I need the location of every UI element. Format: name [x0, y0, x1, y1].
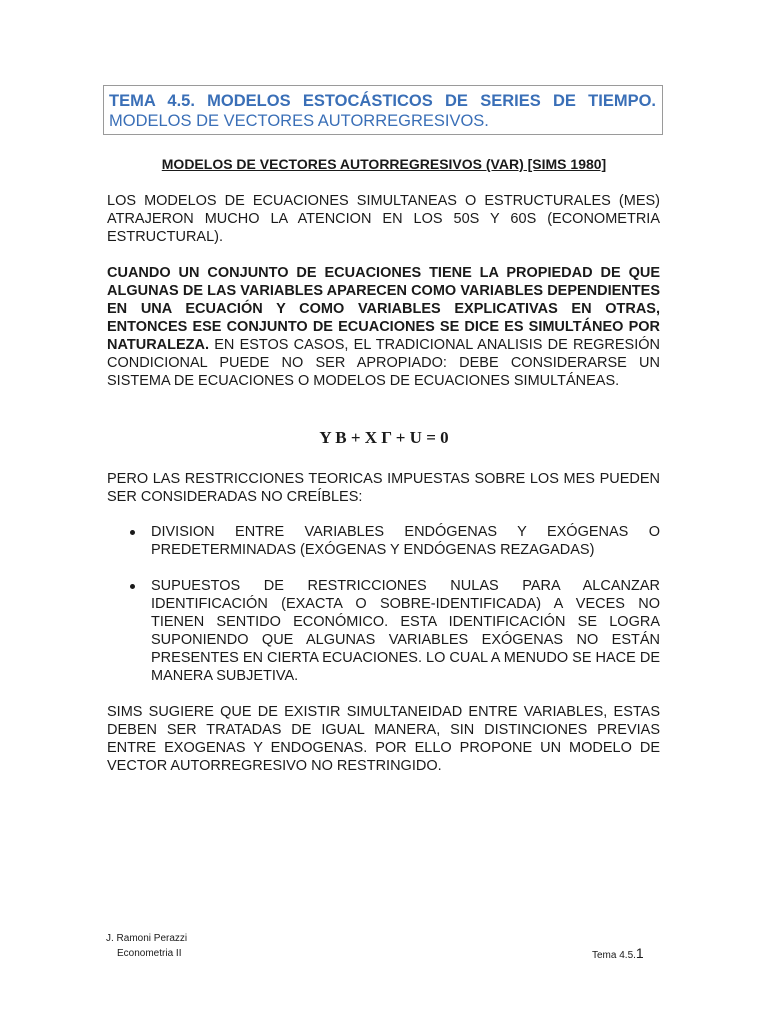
title-main: TEMA 4.5. MODELOS ESTOCÁSTICOS DE SERIES DE TIEMPO.: [109, 92, 656, 110]
paragraph-simultaneous: [107, 264, 660, 390]
bullet-icon: [130, 584, 135, 589]
list-item-text: SUPUESTOS DE RESTRICCIONES NULAS PARA ALCANZAR IDENTIFICACIÓN (EXACTA O SOBRE-IDENTIFICADA) A VECES NO TIENEN SENTIDO ECONÓMICO. ESTA IDENTIFICACIÓN SE LOGRA SUPONIENDO QUE ALGUNAS VARIABLES EXÓGENAS NO ESTÁN PRESENTES EN CIERTA ECUACIONES. LO CUAL A MENUDO SE HACE DE MANERA SUBJETIVA.: [151, 578, 660, 684]
paragraph-simultaneous-normal: EN ESTOS CASOS, EL TRADICIONAL ANALISIS DE REGRESIÓN CONDICIONAL PUEDE NO SER APROPIADO: DEBE CONSIDERARSE UN SISTEMA DE ECUACIONES O MODELOS DE ECUACIONES SIMULTÁNEAS.: [107, 337, 660, 389]
list-item-text: DIVISION ENTRE VARIABLES ENDÓGENAS Y EXÓGENAS O PREDETERMINADAS (EXÓGENAS Y ENDÓGENAS REZAGADAS): [151, 524, 660, 558]
bullet-icon: [130, 530, 135, 535]
paragraph-restrictions: PERO LAS RESTRICCIONES TEORICAS IMPUESTAS SOBRE LOS MES PUEDEN SER CONSIDERADAS NO CREÍBLES:: [107, 471, 660, 505]
list-item: [107, 577, 660, 685]
paragraph-simultaneous-bold: CUANDO UN CONJUNTO DE ECUACIONES TIENE LA PROPIEDAD DE QUE ALGUNAS DE LAS VARIABLES APARECEN COMO VARIABLES DEPENDIENTES EN UNA ECUACIÓN Y COMO VARIABLES EXPLICATIVAS EN OTRAS, ENTONCES ESE CONJUNTO DE ECUACIONES SE DICE ES SIMULTÁNEO POR NATURALEZA.: [107, 265, 660, 353]
equation: Y B + X Γ + U = 0: [319, 428, 449, 447]
footer-page-info: [592, 945, 644, 961]
paragraph-mes: LOS MODELOS DE ECUACIONES SIMULTANEAS O ESTRUCTURALES (MES) ATRAJERON MUCHO LA ATENCION EN LOS 50S Y 60S (ECONOMETRIA ESTRUCTURAL).: [107, 193, 660, 245]
footer-topic: Tema 4.5.: [592, 950, 636, 961]
title-box: [103, 85, 663, 135]
footer-author: J. Ramoni Perazzi: [106, 933, 188, 944]
section-heading: MODELOS DE VECTORES AUTORREGRESIVOS (VAR) [SIMS 1980]: [161, 156, 607, 172]
title-sub: MODELOS DE VECTORES AUTORREGRESIVOS.: [109, 112, 489, 130]
page-number: 1: [635, 945, 644, 961]
paragraph-sims: SIMS SUGIERE QUE DE EXISTIR SIMULTANEIDAD ENTRE VARIABLES, ESTAS DEBEN SER TRATADAS DE IGUAL MANERA, SIN DISTINCIONES PREVIAS ENTRE EXOGENAS Y ENDOGENAS. POR ELLO PROPONE UN MODELO DE VECTOR AUTORREGRESIVO NO RESTRINGIDO.: [107, 704, 660, 774]
list-item: [107, 523, 660, 559]
bullet-list: [107, 523, 660, 703]
footer-course: Econometria II: [117, 948, 182, 959]
